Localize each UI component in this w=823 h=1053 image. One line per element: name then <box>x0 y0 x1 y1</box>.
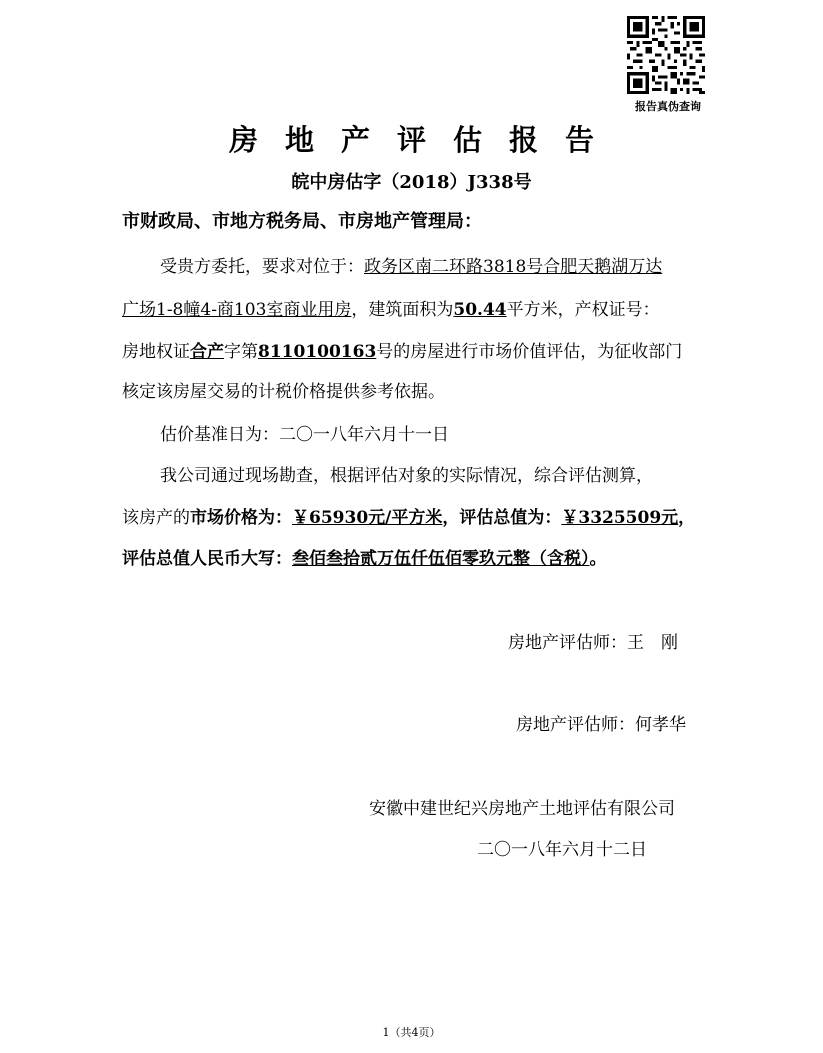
appraiser-2: 房地产评估师：何孝华 <box>516 715 686 735</box>
para1-line3: 房地权证合产字第8110100163号的房屋进行市场价值评估，为征收部门 <box>122 342 683 362</box>
para3-line2: 该房产的市场价格为：￥65930元/平方米，评估总值为：￥3325509元， <box>122 508 696 528</box>
report-title: 房地产评估报告 <box>228 123 621 157</box>
property-address: 政务区南二环路3818号合肥天鹅湖万达 <box>364 257 663 277</box>
cert-prefix: 合产 <box>190 342 224 362</box>
signature-date: 二〇一八年六月十二日 <box>477 840 647 860</box>
para1-line4: 核定该房屋交易的计税价格提供参考依据。 <box>122 382 445 402</box>
para1-line1: 受贵方委托，要求对位于：政务区南二环路3818号合肥天鹅湖万达 <box>160 257 663 277</box>
addressee: 市财政局、市地方税务局、市房地产管理局： <box>122 211 482 232</box>
certificate-number: 8110100163 <box>258 342 377 362</box>
reference-number: 皖中房估字（2018）J338号 <box>291 172 532 193</box>
qr-code-icon[interactable] <box>627 16 705 94</box>
qr-caption: 报告真伪查询 <box>635 100 701 113</box>
property-unit: 广场1-8幢4-商103室商业用房 <box>122 300 352 320</box>
page-number: 1（共4页） <box>382 1026 441 1039</box>
building-area: 50.44 <box>453 300 507 320</box>
total-value: ￥3325509元 <box>561 508 679 528</box>
para1-line2: 广场1-8幢4-商103室商业用房，建筑面积为50.44平方米，产权证号： <box>122 300 660 320</box>
company-name: 安徽中建世纪兴房地产土地评估有限公司 <box>369 799 675 819</box>
para3-line3: 评估总值人民币大写：叁佰叁拾贰万伍仟伍佰零玖元整（含税）。 <box>122 549 607 569</box>
valuation-date: 估价基准日为：二〇一八年六月十一日 <box>160 425 449 445</box>
para3-line1: 我公司通过现场勘查，根据评估对象的实际情况，综合评估测算， <box>160 466 653 486</box>
appraiser-1: 房地产评估师：王 刚 <box>508 633 678 653</box>
unit-price: ￥65930元/平方米 <box>292 508 443 528</box>
total-in-words: 叁佰叁拾贰万伍仟伍佰零玖元整（含税） <box>292 549 590 569</box>
